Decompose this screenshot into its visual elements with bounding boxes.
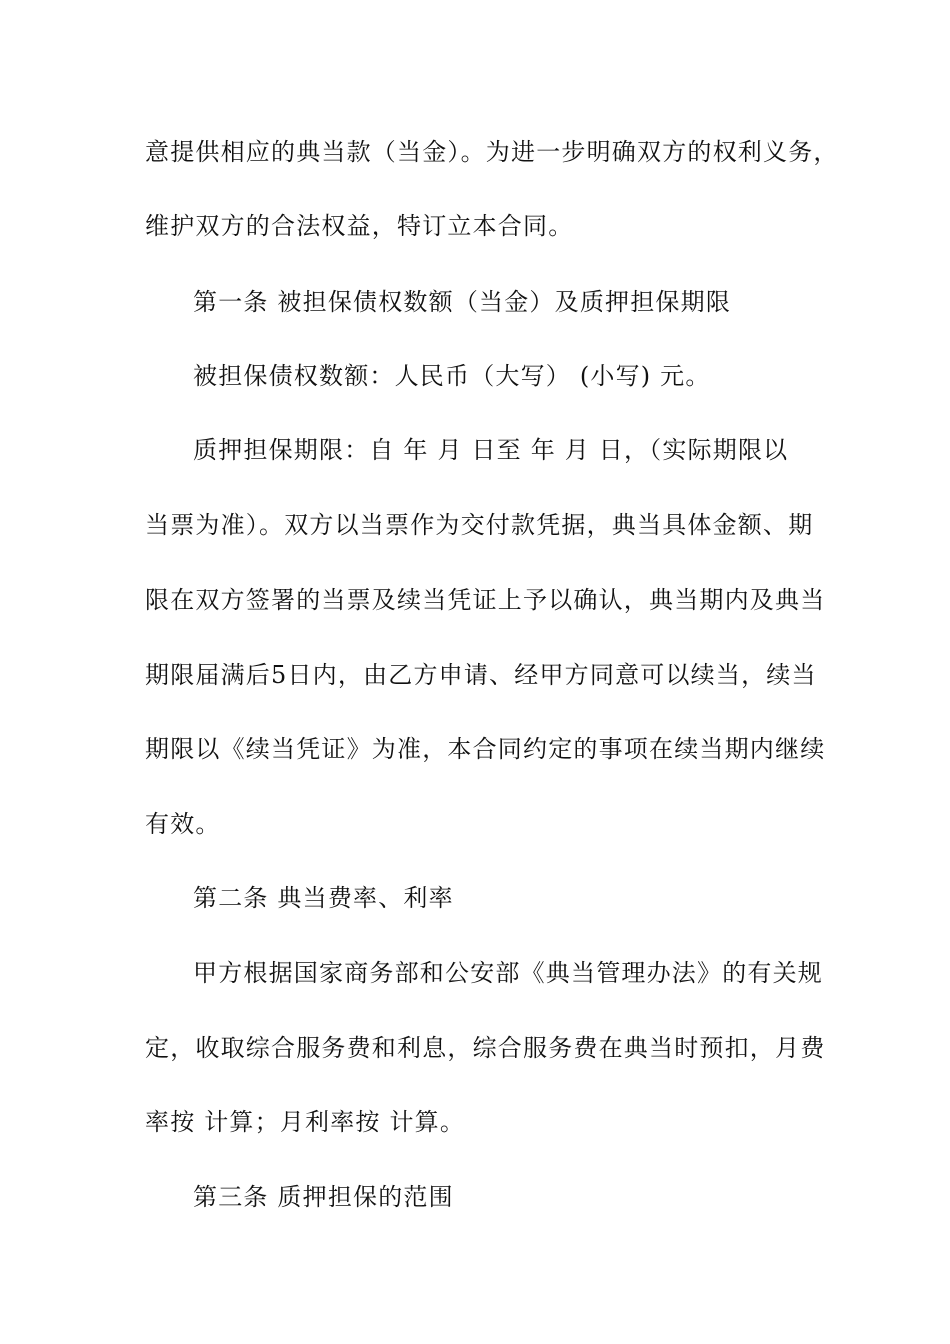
paragraph-line: 甲方根据国家商务部和公安部《典当管理办法》的有关规 <box>193 959 823 987</box>
paragraph-line: 质押担保期限：自 年 月 日至 年 月 日，（实际期限以 <box>193 436 789 464</box>
paragraph-line: 意提供相应的典当款（当金）。为进一步明确双方的权利义务， <box>145 138 839 166</box>
paragraph-line: 有效。 <box>145 810 221 838</box>
article-heading: 第三条 质押担保的范围 <box>193 1183 454 1211</box>
paragraph-line: 期限以《续当凭证》为准，本合同约定的事项在续当期内继续 <box>145 735 826 763</box>
paragraph-line: 定，收取综合服务费和利息，综合服务费在典当时预扣，月费 <box>145 1034 826 1062</box>
paragraph-line: 率按 计算；月利率按 计算。 <box>145 1108 466 1136</box>
article-heading: 第二条 典当费率、利率 <box>193 884 454 912</box>
paragraph-line: 维护双方的合法权益，特订立本合同。 <box>145 212 574 240</box>
article-heading: 第一条 被担保债权数额（当金）及质押担保期限 <box>193 288 732 316</box>
paragraph-line: 当票为准）。双方以当票作为交付款凭据，典当具体金额、期 <box>145 511 814 539</box>
paragraph-line: 期限届满后5日内，由乙方申请、经甲方同意可以续当，续当 <box>145 661 817 689</box>
paragraph-line: 限在双方签署的当票及续当凭证上予以确认，典当期内及典当 <box>145 586 826 614</box>
paragraph-line: 被担保债权数额：人民币（大写） (小写) 元。 <box>193 362 711 390</box>
